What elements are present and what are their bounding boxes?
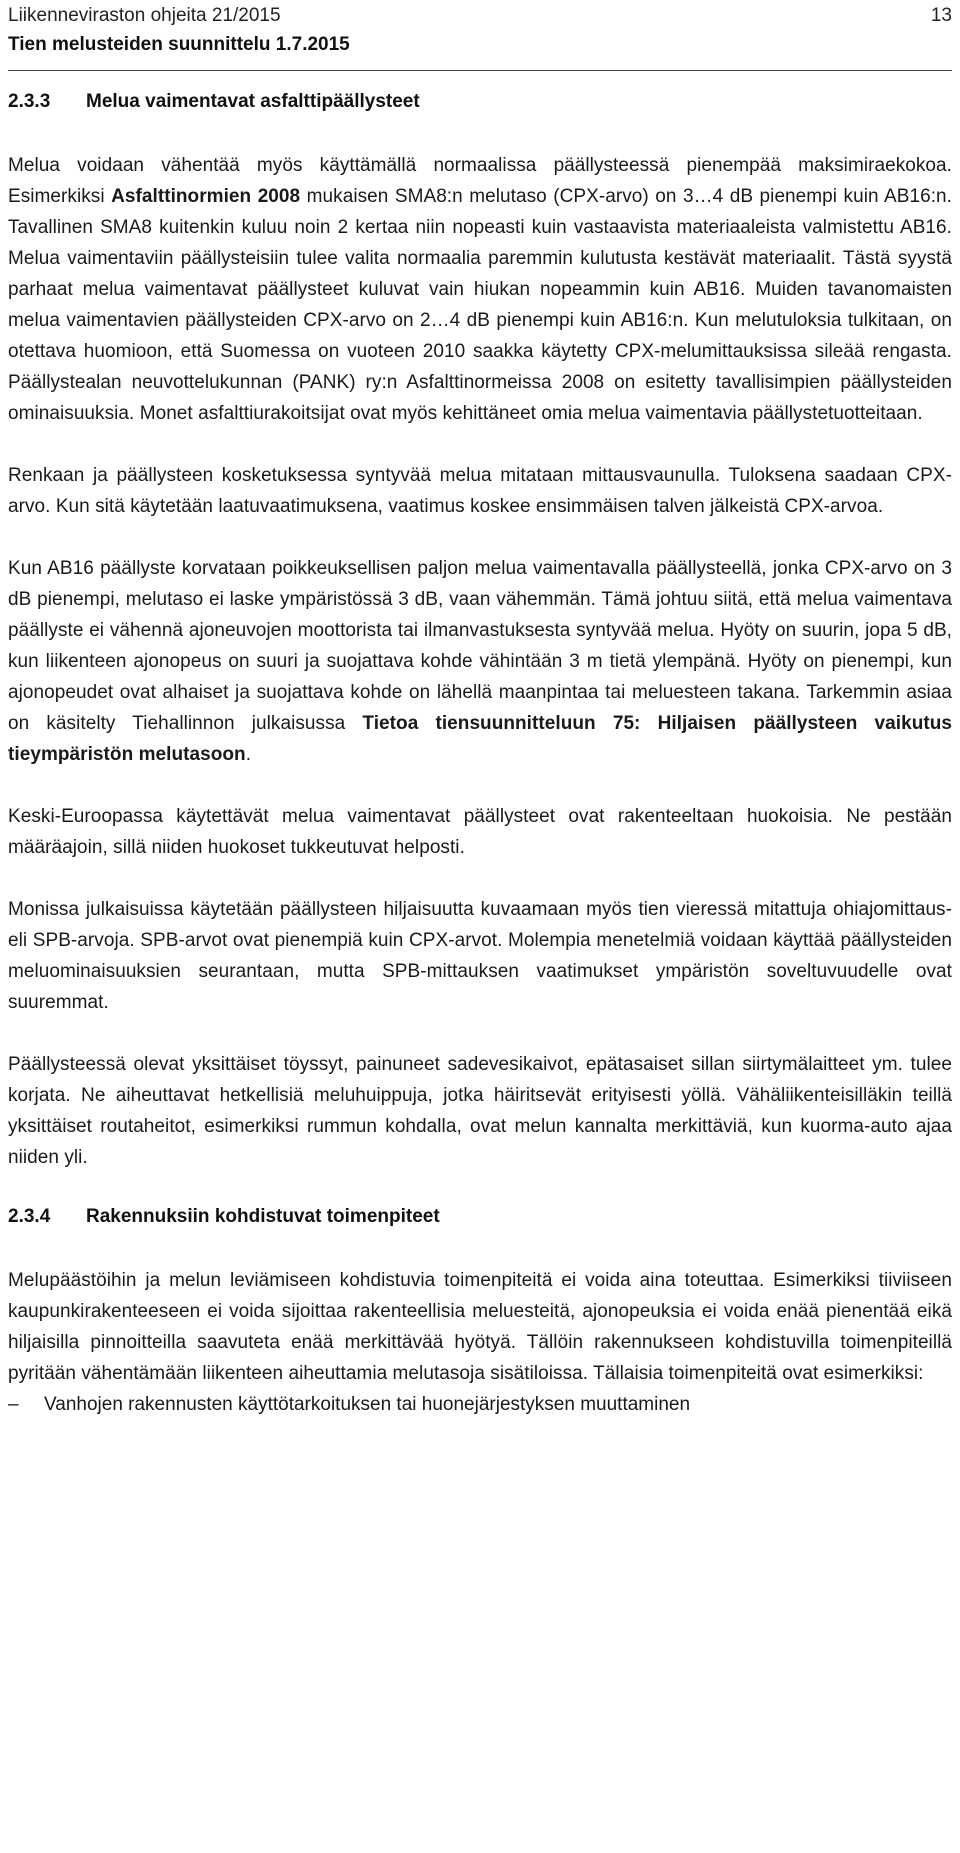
spacer <box>8 1230 952 1265</box>
paragraph-text: Kun AB16 päällyste korvataan poikkeuksellisen paljon melua vaimentavalla päällysteellä, jonka CPX-arvo on 3 dB pienempi, melutaso ei laske ympäristössä 3 dB, vaan vähemmän. Tämä johtuu siitä, että melua vaimentava päällyste ei vähennä ajoneuvojen moottorista tai ilmanvastuksesta syntyvää melua. Hyöty on suurin, jopa 5 dB, kun liikenteen ajonopeus on suuri ja suojattava kohde vähintään 3 m tietä ylempänä. Hyöty on pienempi, kun ajonopeudet ovat alhaiset ja suojattava kohde on lähellä maanpintaa tai meluesteen takana. Tarkemmin asiaa on käsitelty Tiehallinnon julkaisussa <box>8 558 952 734</box>
paragraph-road-defects: Päällysteessä olevat yksittäiset töyssyt, painuneet sadevesikaivot, epätasaiset sillan siirtymälaitteet ym. tulee korjata. Ne aiheuttavat hetkellisiä meluhuippuja, jotka häiritsevät erityisesti yöllä. Vähäliikenteisilläkin teillä yksittäiset routaheitot, esimerkiksi rummun kohdalla, ovat melun kannalta merkittäviä, kun kuorma-auto ajaa niiden yli. <box>8 1054 952 1168</box>
paragraph-asphalt-noise <box>8 150 952 429</box>
paragraph-text: Melua voidaan vähentää myös käyttämällä normaalissa päällysteessä pienempää maksimiraekokoa. Esimerkiksi <box>8 155 952 207</box>
paragraph-spb-values: Monissa julkaisuissa käytetään päällysteen hiljaisuutta kuvaamaan myös tien vieressä mitattuja ohiajomittaus- eli SPB-arvoja. SPB-arvot ovat pienempiä kuin CPX-arvot. Molempia menetelmiä voidaan käyttää päällysteiden meluominaisuuksien seurantaan, mutta SPB-mittauksen vaatimukset ympäristön soveltuvuudelle ovat suuremmat. <box>8 899 952 1013</box>
header-divider <box>8 70 952 71</box>
paragraph-text: mukaisen SMA8:n melutaso (CPX-arvo) on 3…4 dB pienempi kuin AB16:n. Tavallinen SMA8 kuitenkin kuluu noin 2 kertaa niin nopeasti kuin vastaavista materiaaleista valmistettu AB16. Melua vaimentaviin päällysteisiin tulee valita normaalia paremmin kulutusta kestävät materiaalit. Tästä syystä parhaat melua vaimentavat päällysteet kuluvat vain hiukan nopeammin kuin AB16. Muiden tavanomaisten melua vaimentavien päällysteiden CPX-arvo on 2…4 dB pienempi kuin AB16:n. Kun melutuloksia tulkitaan, on otettava huomioon, että Suomessa on vuoteen 2010 saakka käytetty CPX-melumittauksissa sileää rengasta. Päällystealan neuvottelukunnan (PANK) ry:n Asfalttinormeissa 2008 on esitetty tavallisimpien päällysteiden ominaisuuksia. Monet asfalttiurakoitsijat ovat myös kehittäneet omia melua vaimentavia päällystetuotteitaan. <box>8 186 953 424</box>
paragraph-text: . <box>245 744 252 765</box>
list-item-text: Vanhojen rakennusten käyttötarkoituksen tai huonejärjestyksen muuttaminen <box>44 1394 691 1415</box>
publication-series: Liikenneviraston ohjeita 21/2015 <box>8 5 281 26</box>
paragraph-cpx-measurement: Renkaan ja päällysteen kosketuksessa syntyvää melua mitataan mittausvaunulla. Tuloksena saadaan CPX-arvo. Kun sitä käytetään laatuvaatimuksena, vaatimus koskee ensimmäisen talven jälkeistä CPX-arvoa. <box>8 465 952 517</box>
reference-tiehallinto-publication: Tietoa tiensuunnitteluun 75: Hiljaisen päällysteen vaikutus tieympäristön melutasoon <box>8 713 953 765</box>
spacer <box>8 1173 952 1204</box>
paragraph-building-measures: Melupäästöihin ja melun leviämiseen kohdistuvia toimenpiteitä ei voida aina toteuttaa. Esimerkiksi tiiviiseen kaupunkirakenteeseen ei voida sijoittaa rakenteellisia meluesteitä, ajonopeuksia ei voida enää pienentää eikä hiljaisilla pinnoitteilla saavuteta enää merkittävää hyötyä. Tällöin rakennukseen kohdistuvilla toimenpiteillä pyritään vähentämään liikenteen aiheuttamia melutasoja sisätiloissa. Tällaisia toimenpiteitä ovat esimerkiksi: <box>8 1270 952 1384</box>
list-item <box>8 1389 952 1420</box>
section-heading-2-3-3 <box>8 89 952 115</box>
page-header <box>8 4 952 74</box>
paragraph-noise-benefit <box>8 553 952 770</box>
spacer <box>8 115 952 150</box>
spacer <box>8 1018 952 1049</box>
section-title: Melua vaimentavat asfalttipäällysteet <box>86 91 420 112</box>
document-title: Tien melusteiden suunnittelu 1.7.2015 <box>8 34 350 55</box>
spacer <box>8 770 952 801</box>
spacer <box>8 863 952 894</box>
section-number: 2.3.4 <box>8 1206 51 1227</box>
dash-bullet-icon: – <box>8 1394 19 1415</box>
paragraph-central-europe: Keski-Euroopassa käytettävät melua vaimentavat päällysteet ovat rakenteeltaan huokoisia. Ne pestään määräajoin, sillä niiden huokoset tukkeutuvat helposti. <box>8 806 952 858</box>
spacer <box>8 429 952 460</box>
section-number: 2.3.3 <box>8 91 51 112</box>
section-heading-2-3-4 <box>8 1204 952 1230</box>
section-title: Rakennuksiin kohdistuvat toimenpiteet <box>86 1206 440 1227</box>
page-content <box>8 89 952 1420</box>
page-number: 13 <box>930 5 952 26</box>
spacer <box>8 522 952 553</box>
reference-asfalttinormit: Asfalttinormien 2008 <box>111 186 301 207</box>
measures-list <box>8 1389 952 1420</box>
